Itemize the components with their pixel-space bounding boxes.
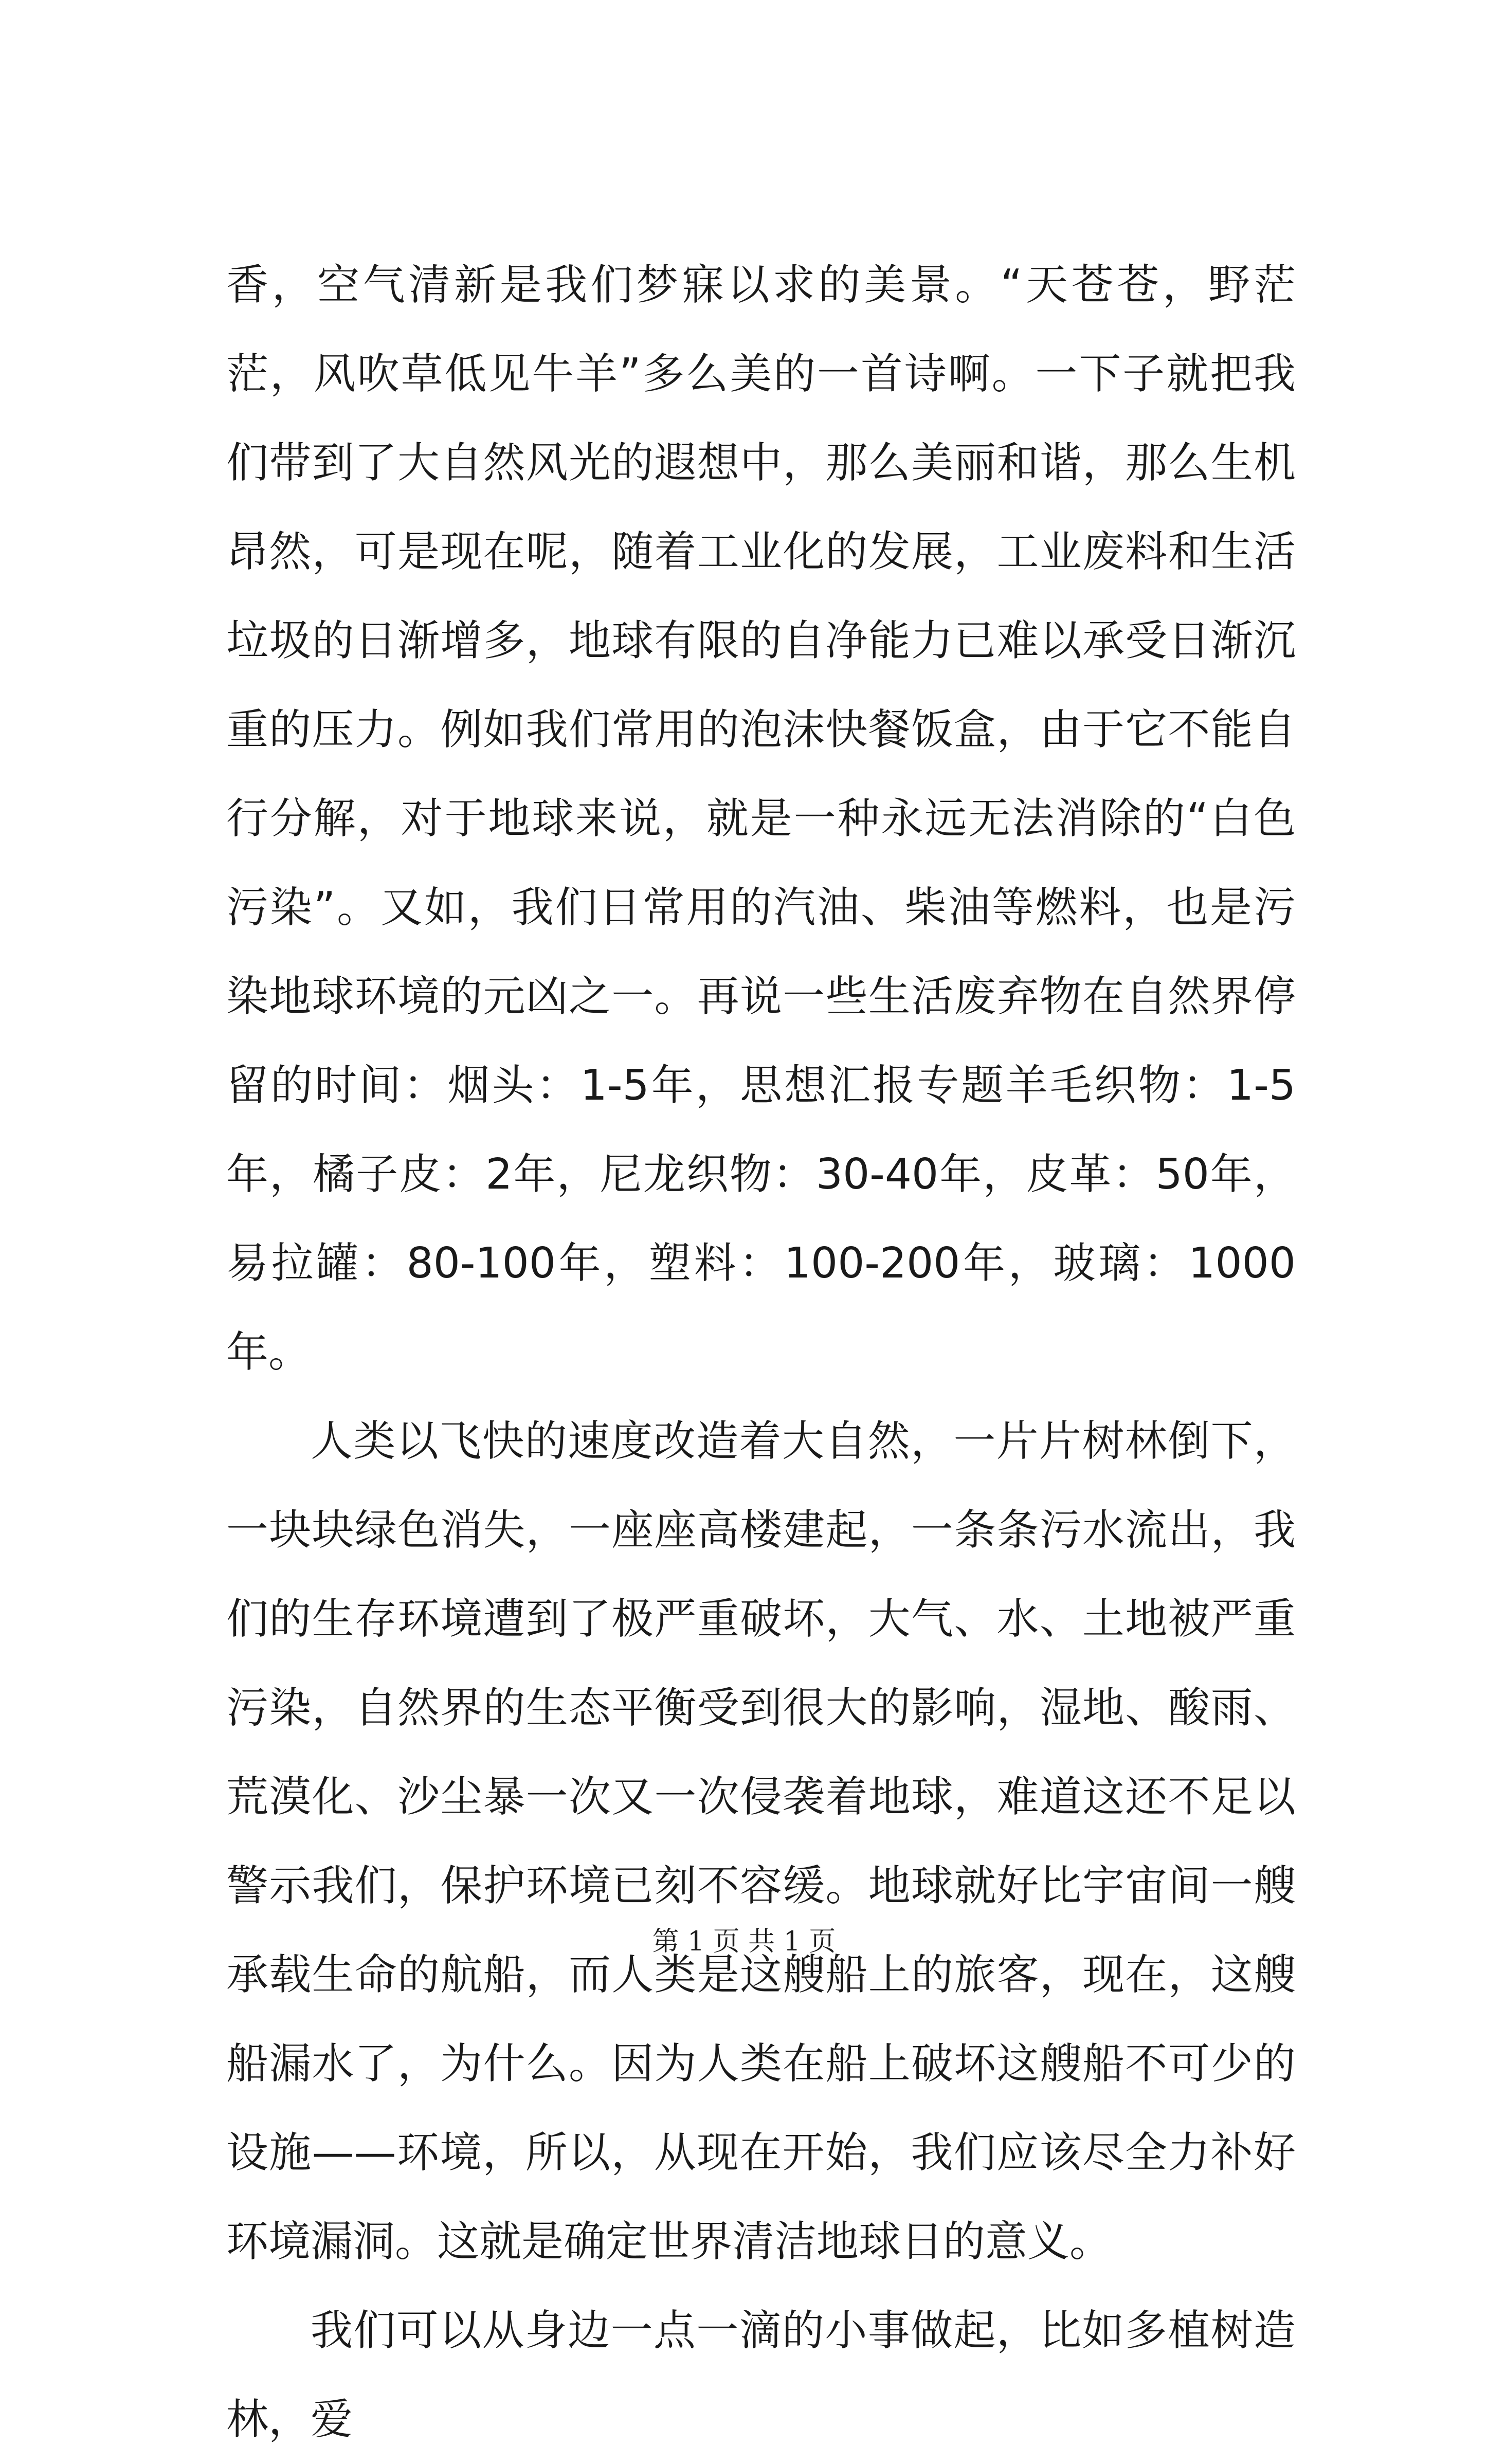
paragraph-3: 我们可以从身边一点一滴的小事做起，比如多植树造林，爱	[226, 2306, 1296, 2444]
paragraph-1: 香，空气清新是我们梦寐以求的美景。“天苍苍，野茫茫，风吹草低见牛羊”多么美的一首诗啊。一下子就把我们带到了大自然风光的遐想中，那么美丽和谐，那么生机昂然，可是现在呢，随着工业化的发展，工业废料和生活垃圾的日渐增多，地球有限的自净能力已难以承受日渐沉重的压力。例如我们常用的泡沫快餐饭盒，由于它不能自行分解，对于地球来说，就是一种永远无法消除的“白色污染”。又如，我们日常用的汽油、柴油等燃料，也是污染地球环境的元凶之一。再说一些生活废弃物在自然界停留的时间：烟头：1-5年，思想汇报专题羊毛织物：1-5年，橘子皮：2年，尼龙织物：30-40年，皮革：50年，易拉罐：80-100年，塑料：100-200年，玻璃：1000年。	[226, 261, 1296, 1377]
page-footer: 第 1 页 共 1 页	[652, 1926, 836, 1957]
document-body	[226, 241, 1296, 2464]
paragraph-2: 人类以飞快的速度改造着大自然，一片片树林倒下，一块块绿色消失，一座座高楼建起，一条条污水流出，我们的生存环境遭到了极严重破坏，大气、水、土地被严重污染，自然界的生态平衡受到很大的影响，湿地、酸雨、荒漠化、沙尘暴一次又一次侵袭着地球，难道这还不足以警示我们，保护环境已刻不容缓。地球就好比宇宙间一艘承载生命的航船，而人类是这艘船上的旅客，现在，这艘船漏水了，为什么。因为人类在船上破坏这艘船不可少的设施——环境，所以，从现在开始，我们应该尽全力补好环境漏洞。这就是确定世界清洁地球日的意义。	[226, 1417, 1296, 2266]
